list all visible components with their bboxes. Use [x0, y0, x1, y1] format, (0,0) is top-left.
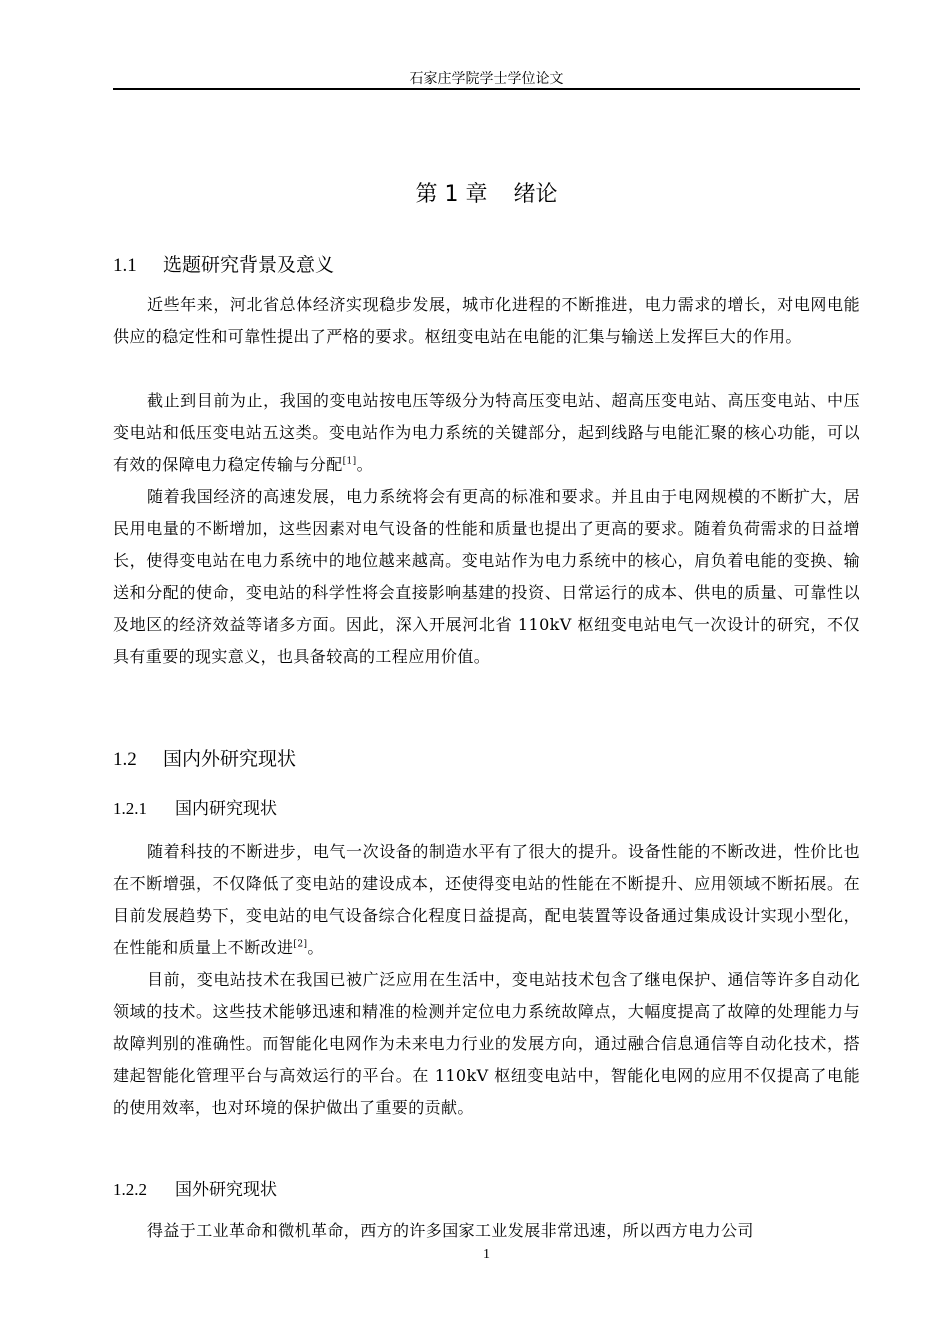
page-number: 1 — [483, 1247, 490, 1262]
citation-ref: [1] — [342, 456, 357, 467]
paragraph-text: 截止到目前为止，我国的变电站按电压等级分为特高压变电站、超高压变电站、高压变电站、中压变电站和低压变电站五这类。变电站作为电力系统的关键部分，起到线路与电能汇聚的核心功能，可以有效的保障电力稳定传输与分配 — [113, 391, 860, 474]
subsection-heading-1-2-1 — [113, 797, 277, 821]
paragraph-6: 得益于工业革命和微机革命，西方的许多国家工业发展非常迅速，所以西方电力公司 — [147, 1221, 754, 1240]
paragraph-5: 目前，变电站技术在我国已被广泛应用在生活中，变电站技术包含了继电保护、通信等许多自动化领域的技术。这些技术能够迅速和精准的检测并定位电力系统故障点，大幅度提高了故障的处理能力与故障判别的准确性。而智能化电网作为未来电力行业的发展方向，通过融合信息通信等自动化技术，搭建起智能化管理平台与高效运行的平台。在 110kV 枢纽变电站中，智能化电网的应用不仅提高了电能的使用效率，也对环境的保护做出了重要的贡献。 — [113, 970, 860, 1117]
section-heading-1-1 — [113, 252, 334, 279]
page-header: 石家庄学院学士学位论文 — [409, 71, 564, 87]
section-title: 国内外研究现状 — [163, 748, 297, 770]
header-rule — [113, 88, 860, 90]
subsection-number: 1.2.1 — [113, 799, 147, 818]
citation-ref: [2] — [293, 939, 308, 950]
paragraph-text: 随着科技的不断进步，电气一次设备的制造水平有了很大的提升。设备性能的不断改进，性价比也在不断增强，不仅降低了变电站的建设成本，还使得变电站的性能在不断提升、应用领域不断拓展。在目前发展趋势下，变电站的电气设备综合化程度日益提高，配电装置等设备通过集成设计实现小型化，在性能和质量上不断改进 — [113, 842, 860, 957]
section-number: 1.2 — [113, 749, 137, 770]
paragraph-1: 近些年来，河北省总体经济实现稳步发展，城市化进程的不断推进，电力需求的增长，对电网电能供应的稳定性和可靠性提出了严格的要求。枢纽变电站在电能的汇集与输送上发挥巨大的作用。 — [113, 295, 860, 346]
chapter-number: 第 1 章 — [415, 182, 488, 207]
subsection-title: 国内研究现状 — [175, 799, 277, 819]
section-title: 选题研究背景及意义 — [163, 254, 335, 276]
paragraph-2 — [113, 385, 860, 481]
chapter-name: 绪论 — [513, 182, 558, 207]
paragraph-end: 。 — [356, 455, 373, 474]
section-number: 1.1 — [113, 255, 137, 276]
subsection-number: 1.2.2 — [113, 1180, 147, 1199]
paragraph-3: 随着我国经济的高速发展，电力系统将会有更高的标准和要求。并且由于电网规模的不断扩大，居民用电量的不断增加，这些因素对电气设备的性能和质量也提出了更高的要求。随着负荷需求的日益增长，使得变电站在电力系统中的地位越来越高。变电站作为电力系统中的核心，肩负着电能的变换、输送和分配的使命，变电站的科学性将会直接影响基建的投资、日常运行的成本、供电的质量、可靠性以及地区的经济效益等诸多方面。因此，深入开展河北省 110kV 枢纽变电站电气一次设计的研究，不仅具有重要的现实意义，也具备较高的工程应用价值。 — [113, 487, 860, 666]
paragraph-4 — [113, 836, 860, 964]
subsection-title: 国外研究现状 — [175, 1180, 277, 1200]
section-heading-1-2 — [113, 746, 296, 773]
chapter-title — [113, 180, 860, 210]
subsection-heading-1-2-2 — [113, 1178, 277, 1202]
paragraph-end: 。 — [307, 938, 324, 957]
